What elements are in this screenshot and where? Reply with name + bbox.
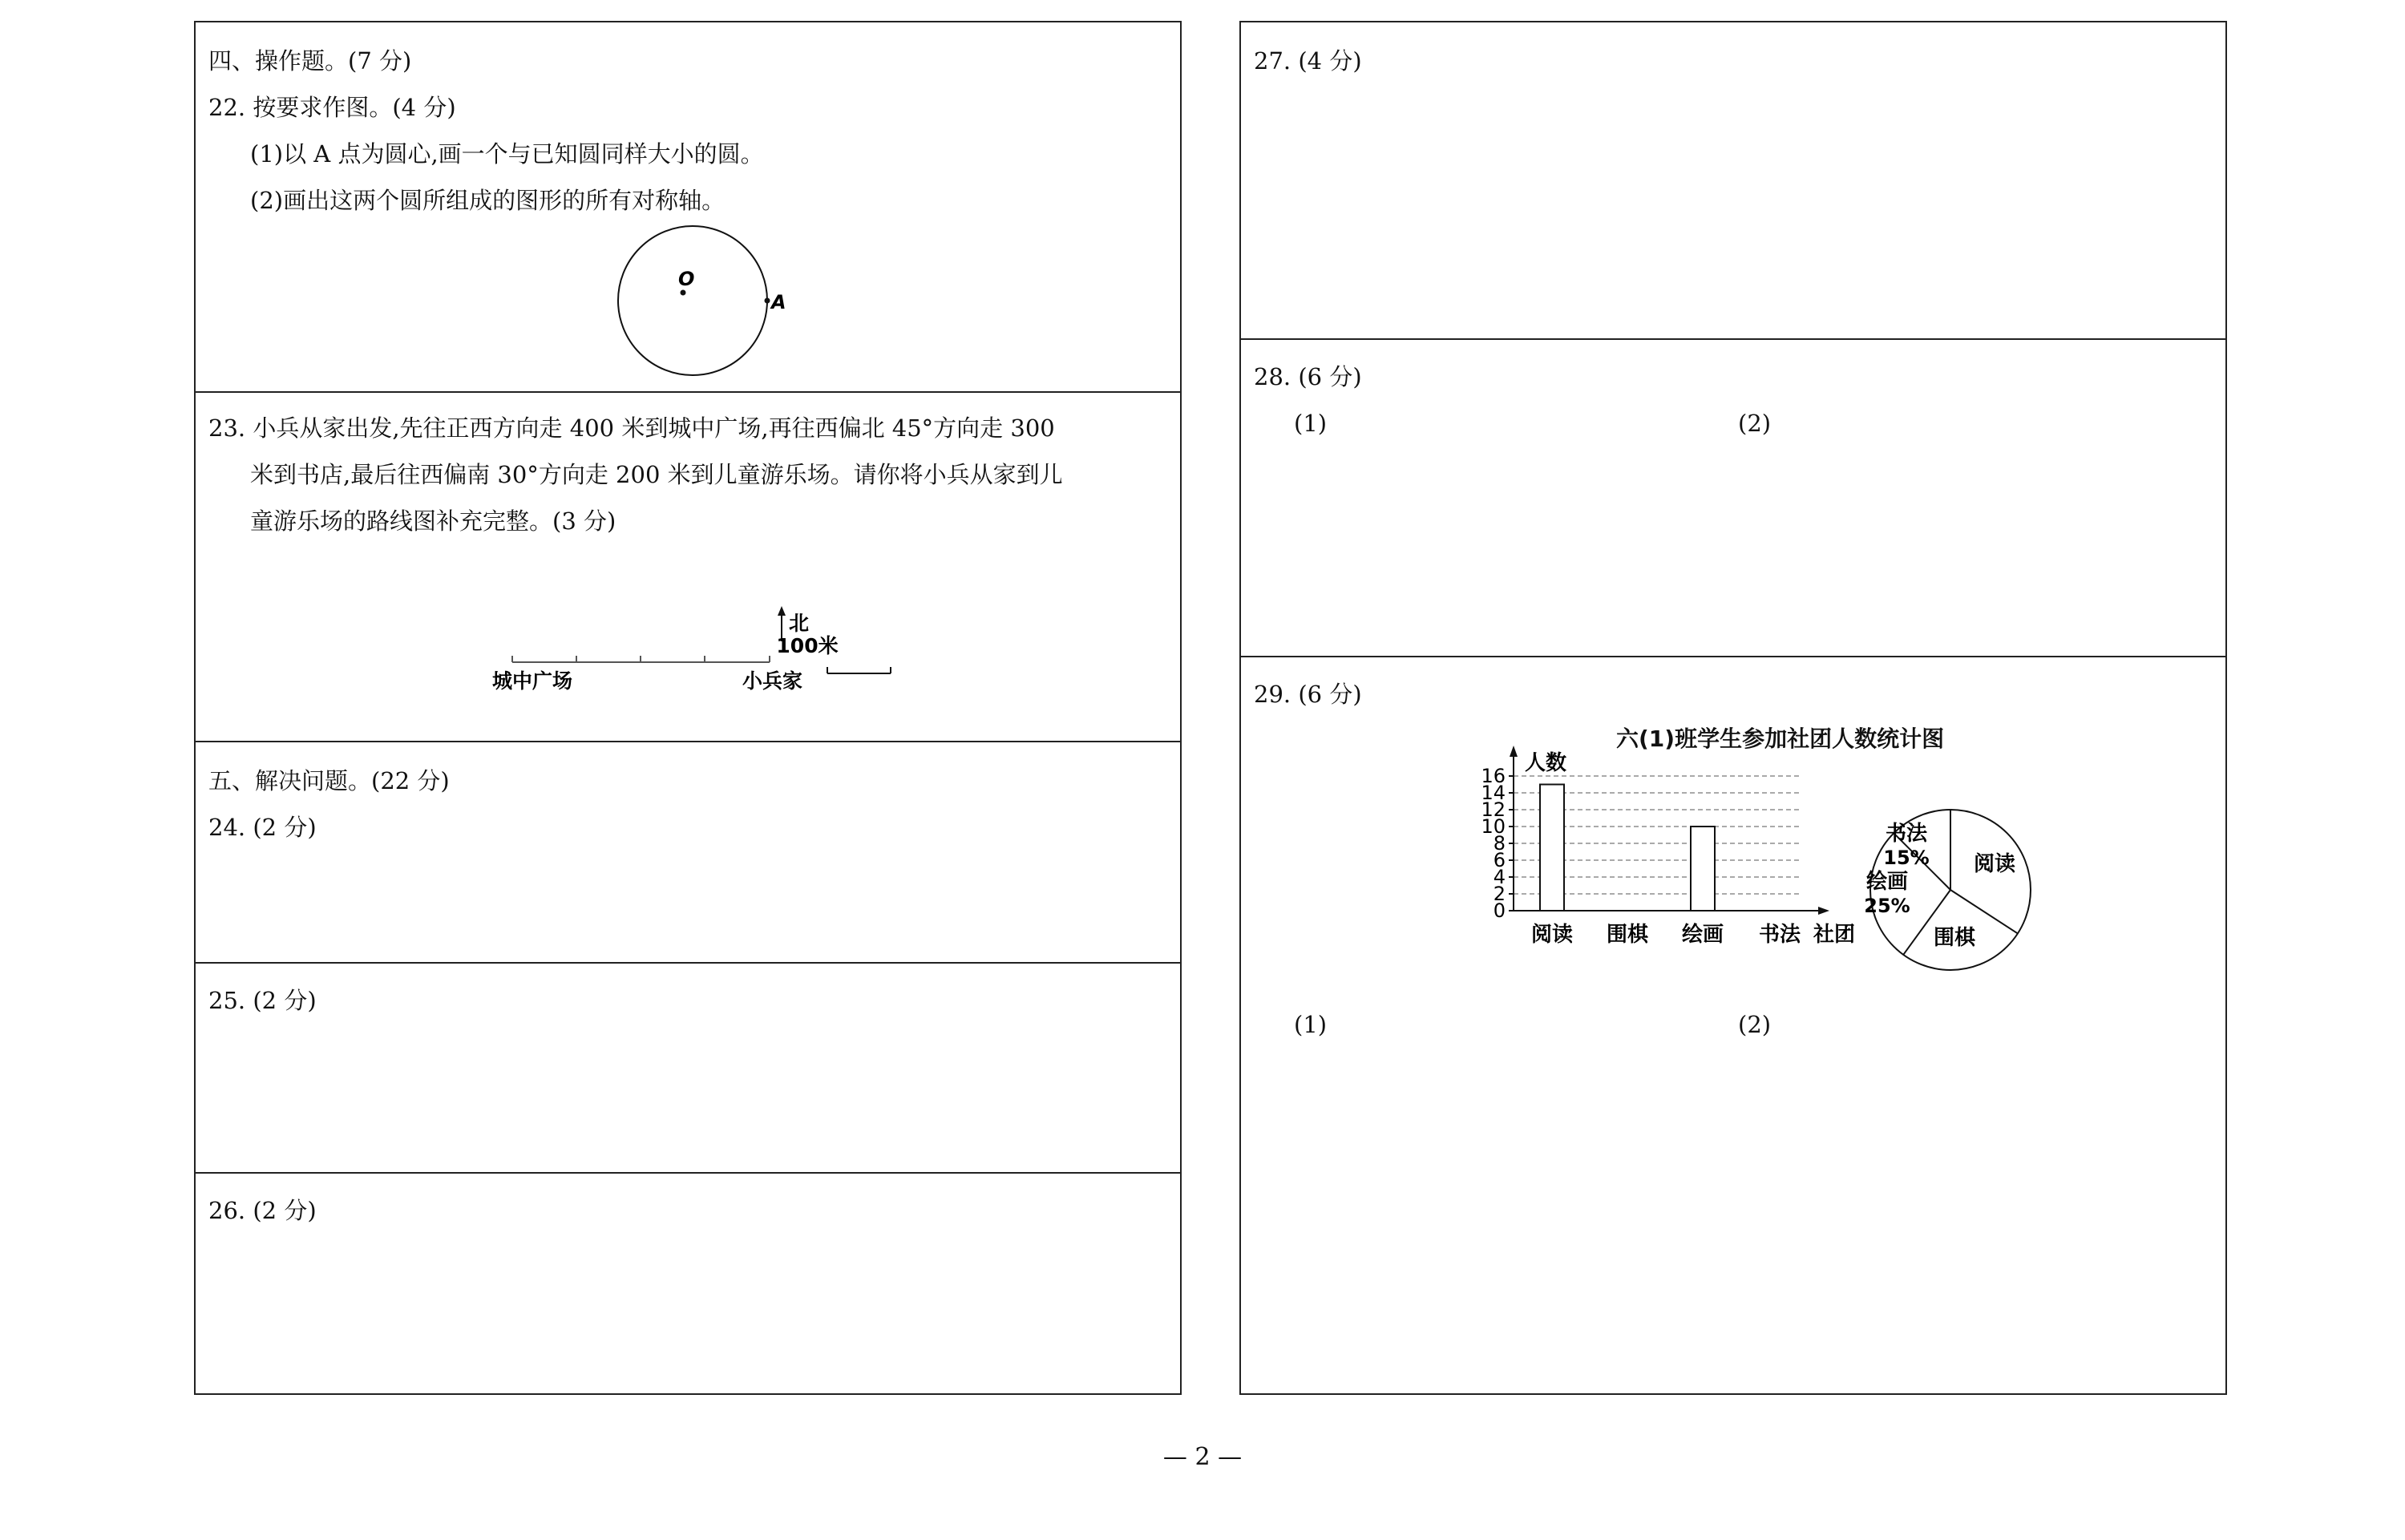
- north-label: 北: [789, 612, 810, 635]
- bar-0: [1540, 785, 1564, 911]
- scale-bar-marker: [825, 665, 897, 681]
- label-a: A: [771, 291, 786, 313]
- question-title: 22. 按要求作图。(4 分): [208, 94, 456, 121]
- q29-title: 29. (6 分): [1254, 681, 1362, 708]
- y-tick-label: 0: [1493, 899, 1506, 922]
- y-tick-label: 4: [1493, 866, 1506, 888]
- q23-section: [196, 393, 1180, 742]
- q25-section: [196, 964, 1180, 1174]
- instruction-item-1: (1)以 A 点为圆心,画一个与已知圆同样大小的圆。: [250, 140, 764, 168]
- category-label: 阅读: [1530, 923, 1574, 947]
- q29-sub-2: (2): [1738, 1011, 1772, 1038]
- q24-title: 24. (2 分): [208, 814, 317, 841]
- instruction-item-2: (2)画出这两个圆所组成的图形的所有对称轴。: [250, 187, 726, 214]
- right-answer-panel: [1239, 21, 2227, 1395]
- q28-title: 28. (6 分): [1254, 363, 1362, 390]
- q28-sub-1: (1): [1294, 410, 1328, 437]
- point-a: [765, 298, 770, 304]
- label-o: O: [678, 268, 695, 290]
- pie-slice-label: 书法: [1885, 822, 1928, 846]
- q28-section: [1241, 340, 2225, 657]
- q23-line-1: 23. 小兵从家出发,先往正西方向走 400 米到城中广场,再往西偏北 45°方向走 300: [208, 414, 1055, 442]
- scale-label: 100米: [776, 634, 839, 657]
- q27-title: 27. (4 分): [1254, 47, 1362, 75]
- left-answer-panel: [194, 21, 1182, 1395]
- y-tick-label: 8: [1493, 832, 1506, 855]
- section-5-q24: [196, 742, 1180, 964]
- north-arrow-head: [778, 606, 786, 616]
- q23-line-3: 童游乐场的路线图补充完整。(3 分): [250, 507, 616, 535]
- section-4-q22: [196, 22, 1180, 393]
- q26-title: 26. (2 分): [208, 1197, 317, 1224]
- y-tick-label: 2: [1493, 883, 1506, 905]
- category-label: 围棋: [1606, 923, 1649, 947]
- plaza-label: 城中广场: [492, 669, 573, 693]
- x-axis-label: 社团: [1813, 923, 1856, 947]
- home-label: 小兵家: [742, 669, 803, 693]
- pie-slice-label: 围棋: [1933, 926, 1976, 950]
- bar-chart: [1457, 751, 1858, 954]
- pie-chart: [1858, 802, 2043, 986]
- x-axis-arrow: [1818, 907, 1829, 915]
- q25-title: 25. (2 分): [208, 987, 317, 1014]
- category-label: 书法: [1758, 923, 1801, 947]
- y-tick-label: 14: [1481, 782, 1506, 804]
- y-tick-label: 12: [1481, 798, 1506, 821]
- bar-2: [1691, 827, 1715, 911]
- q27-section: [1241, 22, 2225, 340]
- y-tick-label: 6: [1493, 849, 1506, 871]
- chart-title: 六(1)班学生参加社团人数统计图: [1616, 726, 1945, 752]
- q28-sub-2: (2): [1738, 410, 1772, 437]
- q29-sub-1: (1): [1294, 1011, 1328, 1038]
- y-tick-label: 16: [1481, 765, 1506, 787]
- section-heading: 四、操作题。(7 分): [208, 47, 412, 75]
- q23-line-2: 米到书店,最后往西偏南 30°方向走 200 米到儿童游乐场。请你将小兵从家到儿: [250, 461, 1063, 488]
- pie-slice-label: 阅读: [1973, 852, 2016, 876]
- circle-figure: [596, 215, 789, 391]
- route-diagram: [484, 609, 839, 730]
- q26-section: [196, 1174, 1180, 1393]
- pie-slice-percent: 15%: [1883, 847, 1930, 869]
- y-axis-label: 人数: [1525, 751, 1567, 775]
- pie-slice-label: 绘画: [1865, 870, 1909, 894]
- point-o: [681, 290, 686, 296]
- given-circle: [618, 226, 767, 375]
- y-tick-label: 10: [1481, 815, 1506, 838]
- pie-slice-percent: 25%: [1864, 895, 1910, 917]
- y-axis-arrow: [1510, 746, 1518, 757]
- q29-section: [1241, 657, 2225, 1393]
- category-label: 绘画: [1681, 923, 1724, 947]
- page-number: — 2 —: [1162, 1443, 1243, 1471]
- section-heading: 五、解决问题。(22 分): [208, 767, 450, 794]
